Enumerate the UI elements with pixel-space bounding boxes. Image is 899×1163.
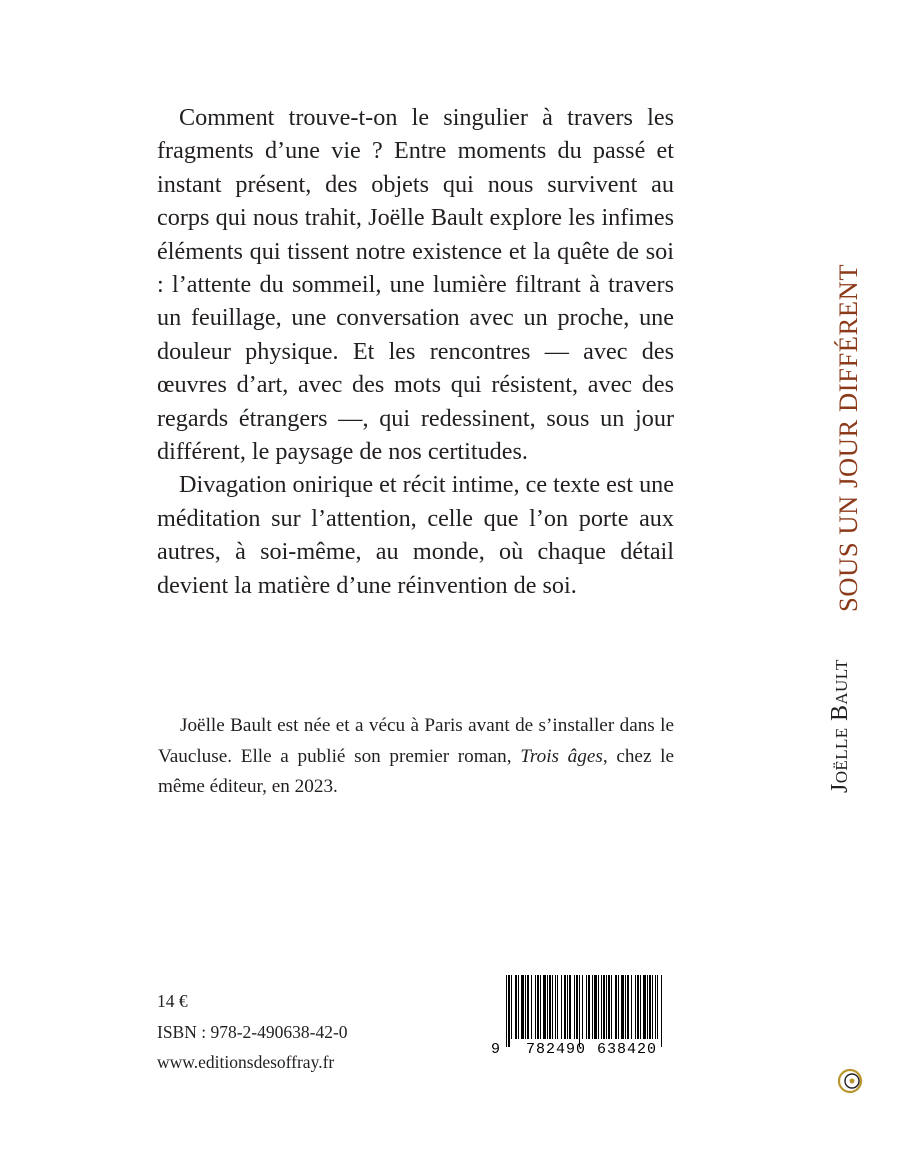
barcode-digit-first: 9	[491, 1041, 501, 1055]
barcode-bar	[564, 975, 566, 1039]
barcode-bar	[631, 975, 632, 1039]
barcode-bars	[506, 975, 662, 1047]
author-bio-text	[158, 711, 674, 803]
barcode-bar	[586, 975, 587, 1039]
barcode-bar	[588, 975, 590, 1039]
bio-book-title: Trois âges	[520, 745, 603, 767]
barcode-bar	[649, 975, 651, 1039]
publisher-logo-icon	[836, 1067, 864, 1095]
blurb-paragraph-1: Comment trouve-t-on le singulier à travers les fragments d’une vie ? Entre moments du passé et instant présent, des objets qui nous survivent au corps qui nous trahit, Joëlle Bault explore les infimes éléments qui tissent notre existence et la quête de soi : l’attente du sommeil, une lumière filtrant à travers un feuillage, une conversation avec un proche, une douleur physique. Et les rencontres — avec des œuvres d’art, avec des mots qui résistent, avec des regards étrangers —, qui redessinent, sous un jour différent, le paysage de nos certitudes.	[157, 104, 674, 466]
barcode-bar	[601, 975, 602, 1039]
barcode-digits-right: 638420	[597, 1041, 658, 1055]
barcode-bar	[561, 975, 562, 1039]
isbn-barcode	[488, 971, 670, 1055]
barcode-bar	[603, 975, 605, 1039]
barcode-bar	[618, 975, 619, 1039]
barcode-bar	[640, 975, 641, 1039]
barcode-bar	[582, 975, 583, 1039]
barcode-bar	[537, 975, 539, 1039]
barcode-bar	[555, 975, 556, 1039]
bio-text-before: Joëlle Bault est née et a vécu à Paris avant de s’installer dans le Vaucluse. Elle a publié son premier roman,	[158, 715, 674, 767]
barcode-bar	[643, 975, 646, 1039]
barcode-bar	[527, 975, 529, 1039]
barcode-bar	[606, 975, 607, 1039]
isbn: ISBN : 978-2-490638-42-0	[157, 1021, 348, 1042]
barcode-bar	[531, 975, 532, 1039]
blurb-paragraph-2: Divagation onirique et récit intime, ce texte est une méditation sur l’attention, celle que l’on porte aux autres, à soi-même, au monde, où chaque détail devient la matière d’une réinvention de soi.	[157, 471, 674, 599]
barcode-bar	[506, 975, 507, 1047]
barcode-bar	[525, 975, 526, 1039]
barcode-bar	[549, 975, 551, 1039]
barcode-bar	[576, 975, 578, 1039]
barcode-bar	[567, 975, 568, 1039]
barcode-bar	[627, 975, 629, 1039]
publisher-website: www.editionsdesoffray.fr	[157, 1052, 335, 1072]
barcode-bar	[574, 975, 575, 1039]
barcode-bar	[625, 975, 626, 1039]
barcode-bar	[635, 975, 636, 1039]
barcode-bar	[594, 975, 597, 1039]
barcode-bar	[540, 975, 541, 1039]
barcode-bar	[615, 975, 617, 1039]
back-matter	[157, 986, 348, 1078]
barcode-bar	[518, 975, 519, 1039]
barcode-bar	[557, 975, 558, 1039]
barcode-bar	[592, 975, 593, 1039]
barcode-bar	[552, 975, 553, 1039]
barcode-bar	[637, 975, 639, 1039]
barcode-digits-left: 782490	[526, 1041, 587, 1055]
spine-title: SOUS UN JOUR DIFFÉRENT	[833, 263, 863, 612]
barcode-bar	[535, 975, 536, 1039]
barcode-bar	[547, 975, 548, 1039]
back-cover-blurb	[157, 101, 674, 602]
barcode-bar	[521, 975, 524, 1039]
barcode-bar	[569, 975, 571, 1039]
bio-text-after: , chez le même éditeur, en 2023.	[158, 745, 674, 797]
barcode-bar	[579, 975, 580, 1047]
barcode-bar	[511, 975, 512, 1039]
price: 14 €	[157, 991, 188, 1011]
barcode-graphic	[488, 971, 670, 1055]
barcode-bar	[652, 975, 653, 1039]
barcode-bar	[647, 975, 648, 1039]
barcode-bar	[598, 975, 599, 1039]
author-bio	[158, 711, 674, 803]
barcode-bar	[608, 975, 610, 1039]
barcode-bar	[655, 975, 656, 1039]
barcode-bar	[661, 975, 662, 1047]
barcode-bar	[508, 975, 510, 1047]
spine-author: Joëlle Bault	[827, 659, 853, 793]
barcode-bar	[543, 975, 546, 1039]
barcode-bar	[515, 975, 517, 1039]
barcode-bar	[621, 975, 624, 1039]
barcode-bar	[657, 975, 658, 1039]
barcode-bar	[611, 975, 612, 1039]
